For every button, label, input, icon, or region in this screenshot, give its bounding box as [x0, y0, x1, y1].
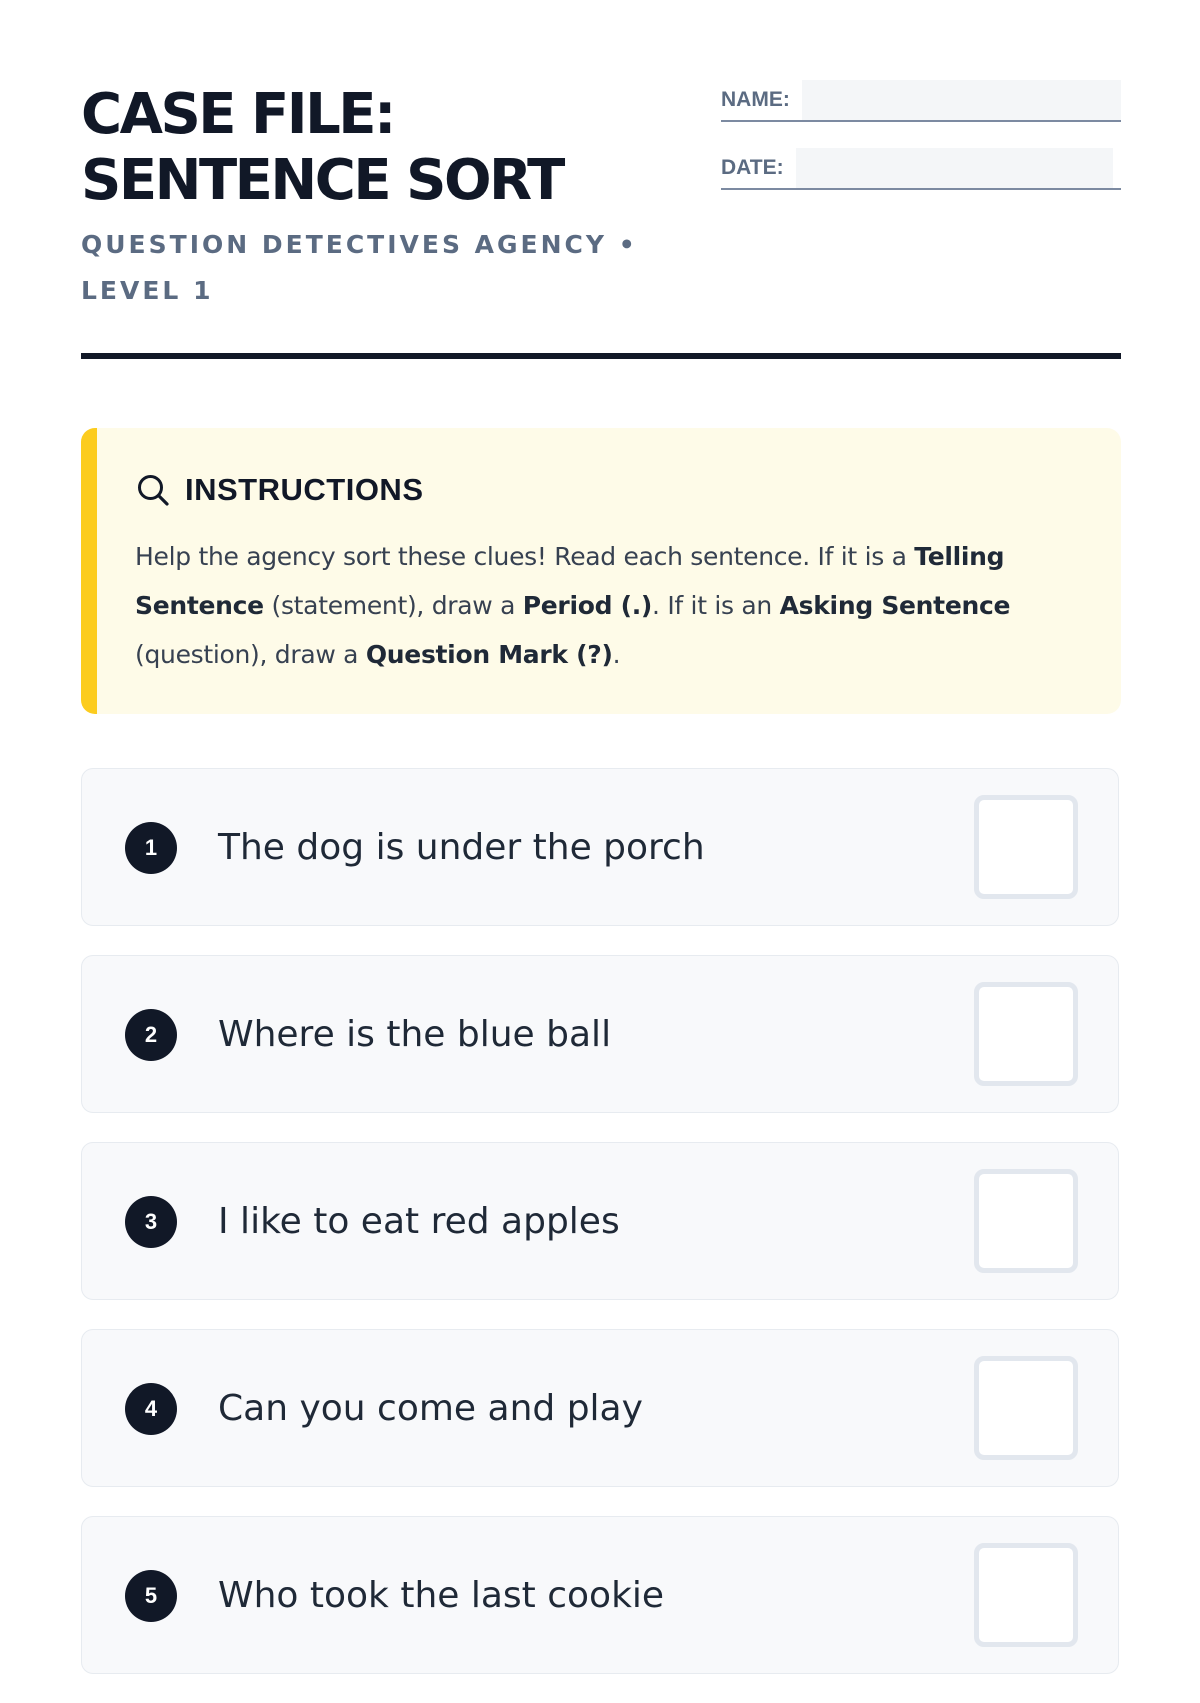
- answer-box[interactable]: [974, 1543, 1078, 1647]
- question-item: [81, 1329, 1119, 1487]
- instructions-text-4: (question), draw a: [135, 640, 366, 669]
- question-number-badge: 2: [125, 1009, 177, 1061]
- header-divider: [81, 353, 1121, 359]
- question-sentence: Where is the blue ball: [218, 1014, 612, 1055]
- name-input[interactable]: [802, 80, 1121, 120]
- question-number-badge: 5: [125, 1570, 177, 1622]
- date-input[interactable]: [796, 148, 1113, 188]
- question-sentence: I like to eat red apples: [218, 1201, 620, 1242]
- instructions-panel: [81, 428, 1121, 714]
- instructions-text: [135, 532, 1095, 679]
- question-sentence: Who took the last cookie: [218, 1575, 665, 1616]
- question-item: [81, 955, 1119, 1113]
- question-sentence: Can you come and play: [218, 1388, 643, 1429]
- page-subtitle: QUESTION DETECTIVES AGENCY • LEVEL 1: [81, 230, 638, 305]
- search-icon: [135, 472, 171, 508]
- question-sentence: The dog is under the porch: [218, 827, 705, 868]
- question-number-badge: 3: [125, 1196, 177, 1248]
- answer-box[interactable]: [974, 1169, 1078, 1273]
- question-number-badge: 4: [125, 1383, 177, 1435]
- instructions-text-2: (statement), draw a: [263, 591, 523, 620]
- worksheet-page: [81, 0, 1121, 1616]
- page-title: [81, 82, 701, 214]
- date-label: DATE:: [721, 156, 784, 179]
- answer-box[interactable]: [974, 982, 1078, 1086]
- instructions-bold-asking: Asking Sentence: [779, 591, 1011, 620]
- date-field: [721, 148, 1121, 190]
- name-label: NAME:: [721, 88, 790, 111]
- answer-box[interactable]: [974, 795, 1078, 899]
- title-line-2: SENTENCE SORT: [81, 148, 563, 213]
- instructions-title: INSTRUCTIONS: [185, 472, 424, 507]
- instructions-heading: [135, 472, 424, 508]
- answer-box[interactable]: [974, 1356, 1078, 1460]
- instructions-bold-question-mark: Question Mark (?): [365, 640, 613, 669]
- instructions-bold-period: Period (.): [522, 591, 653, 620]
- instructions-text-3: . If it is an: [652, 591, 780, 620]
- instructions-text-5: .: [612, 640, 621, 669]
- instructions-bold-telling: Telling Sentence: [135, 542, 1005, 620]
- worksheet-header: [81, 0, 1121, 360]
- instructions-text-1: Help the agency sort these clues! Read each sentence. If it is a: [135, 542, 915, 571]
- question-item: [81, 1516, 1119, 1674]
- question-number-badge: 1: [125, 822, 177, 874]
- title-line-1: CASE FILE:: [81, 82, 394, 147]
- name-field: [721, 80, 1121, 122]
- question-item: [81, 1142, 1119, 1300]
- question-list: [81, 768, 1121, 1703]
- question-item: [81, 768, 1119, 926]
